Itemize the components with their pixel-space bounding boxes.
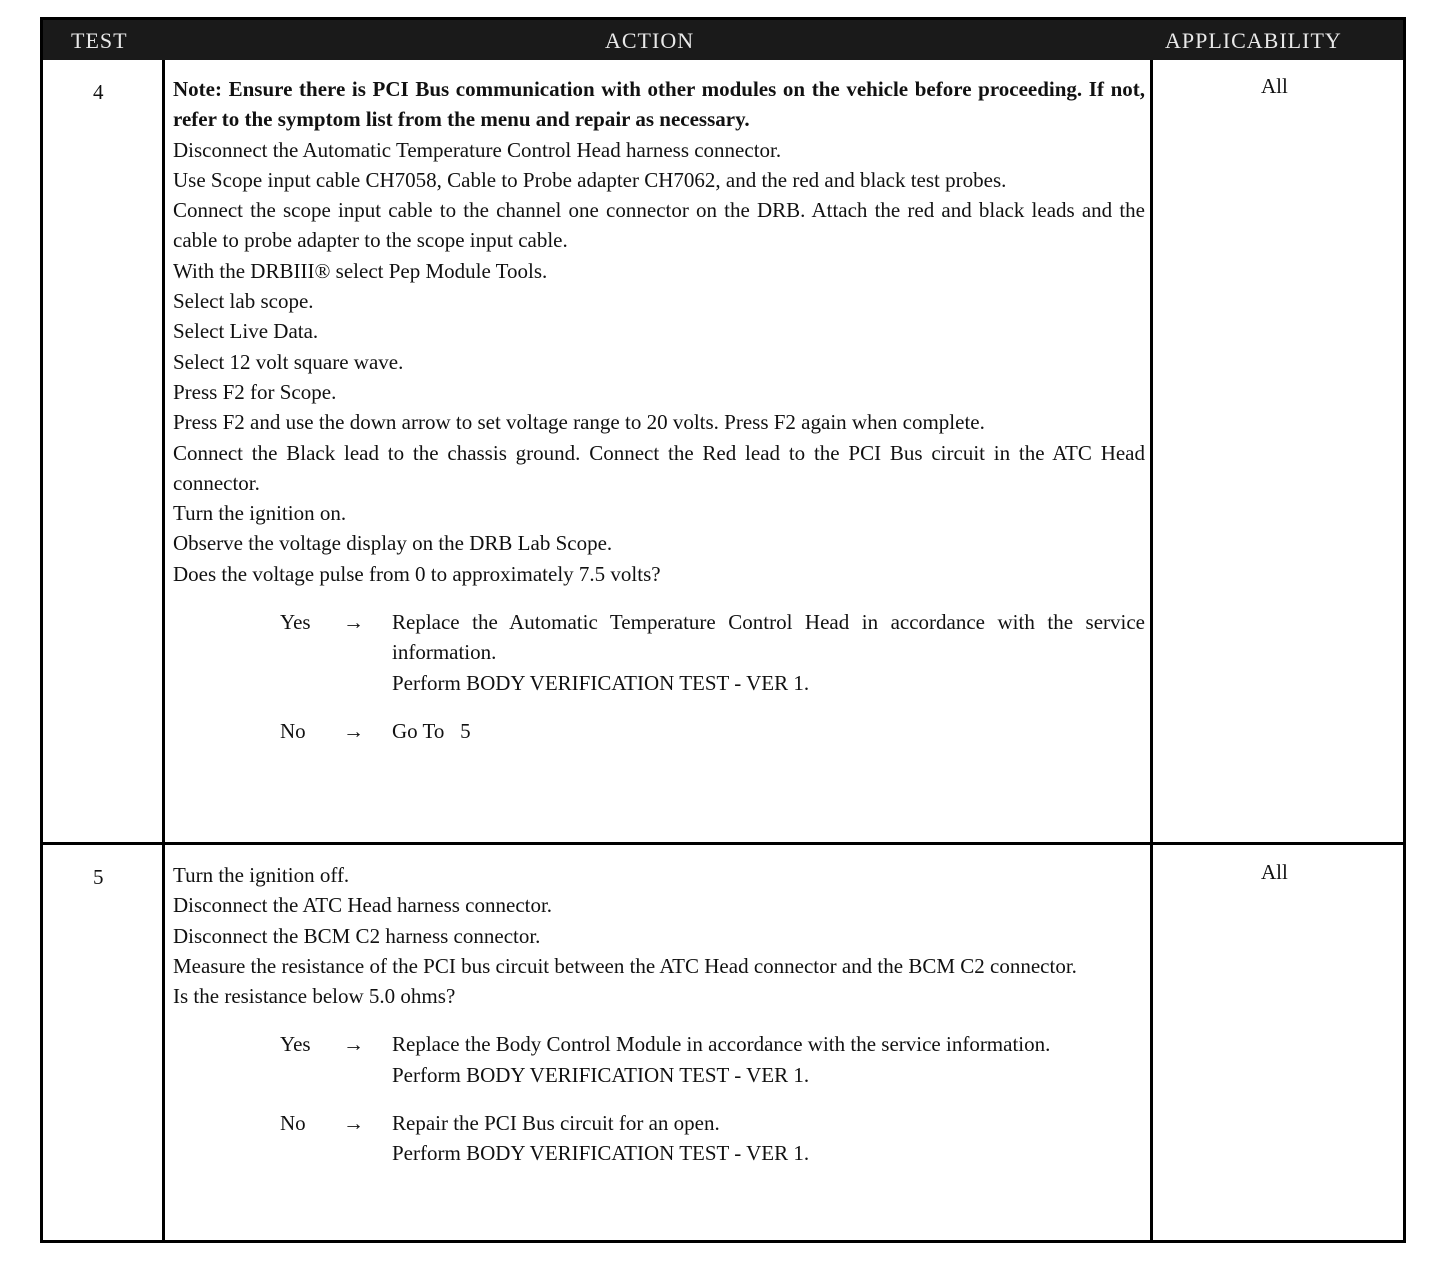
- action-cell: [173, 860, 1145, 1169]
- step-text: Disconnect the ATC Head harness connector.: [173, 893, 553, 918]
- step-text: Press F2 for Scope.: [173, 379, 337, 404]
- arrow-icon: →: [343, 1032, 364, 1057]
- step-text: With the DRBIII® select Pep Module Tools.: [173, 258, 548, 283]
- no-action: Repair the PCI Bus circuit for an open.: [392, 1111, 720, 1136]
- header-test: TEST: [71, 28, 128, 53]
- action-cell: [173, 74, 1145, 746]
- arrow-icon: →: [343, 718, 364, 743]
- yes-label: Yes: [280, 610, 311, 635]
- applicability-value: All: [1261, 860, 1288, 884]
- table-header: [43, 20, 1403, 60]
- arrow-icon: →: [343, 1111, 364, 1136]
- test-number: 4: [93, 80, 104, 104]
- step-text: Use Scope input cable CH7058, Cable to Probe adapter CH7062, and the red and black test probes.: [173, 167, 1007, 192]
- step-text: Is the resistance below 5.0 ohms?: [173, 984, 456, 1009]
- step-text: Connect the Black lead to the chassis ground. Connect the Red lead to the PCI Bus circuit in the ATC Head connector.: [173, 440, 1145, 495]
- note-text: Note: Ensure there is PCI Bus communication with other modules on the vehicle before proceeding. If not, refer to the symptom list from the menu and repair as necessary.: [173, 77, 1145, 132]
- no-branch: [173, 716, 1145, 746]
- yes-label: Yes: [280, 1032, 311, 1057]
- step-text: Select 12 volt square wave.: [173, 349, 404, 374]
- header-applicability: APPLICABILITY: [1165, 28, 1342, 53]
- no-branch: [173, 1108, 1145, 1169]
- yes-branch: [173, 1029, 1145, 1090]
- yes-branch: [173, 607, 1145, 698]
- step-text: Measure the resistance of the PCI bus circuit between the ATC Head connector and the BCM C2 connector.: [173, 953, 1077, 978]
- column-divider: [1150, 60, 1153, 1240]
- step-text: Disconnect the Automatic Temperature Control Head harness connector.: [173, 137, 782, 162]
- test-number: 5: [93, 865, 104, 889]
- no-action: Perform BODY VERIFICATION TEST - VER 1.: [392, 1141, 810, 1166]
- step-text: Turn the ignition off.: [173, 863, 350, 887]
- step-text: Select Live Data.: [173, 319, 319, 344]
- step-text: Press F2 and use the down arrow to set voltage range to 20 volts. Press F2 again when complete.: [173, 410, 985, 435]
- no-action: Go To 5: [392, 718, 471, 743]
- yes-action: Replace the Automatic Temperature Control Head in accordance with the service information.: [392, 610, 1145, 665]
- row-divider: [43, 842, 1403, 845]
- no-label: No: [280, 718, 306, 743]
- step-text: Turn the ignition on.: [173, 501, 347, 526]
- no-label: No: [280, 1111, 306, 1136]
- step-text: Observe the voltage display on the DRB Lab Scope.: [173, 531, 613, 556]
- column-divider: [162, 60, 165, 1240]
- step-text: Connect the scope input cable to the channel one connector on the DRB. Attach the red and black leads and the cable to probe adapter to the scope input cable.: [173, 198, 1145, 253]
- yes-action: Replace the Body Control Module in accordance with the service information.: [392, 1032, 1051, 1057]
- header-action: ACTION: [605, 28, 695, 53]
- yes-action: Perform BODY VERIFICATION TEST - VER 1.: [392, 1062, 810, 1087]
- step-text: Disconnect the BCM C2 harness connector.: [173, 923, 541, 948]
- arrow-icon: →: [343, 610, 364, 635]
- applicability-value: All: [1261, 74, 1288, 98]
- diagnostic-table: [40, 17, 1406, 1243]
- step-text: Select lab scope.: [173, 289, 314, 314]
- step-text: Does the voltage pulse from 0 to approximately 7.5 volts?: [173, 561, 661, 586]
- yes-action: Perform BODY VERIFICATION TEST - VER 1.: [392, 670, 810, 695]
